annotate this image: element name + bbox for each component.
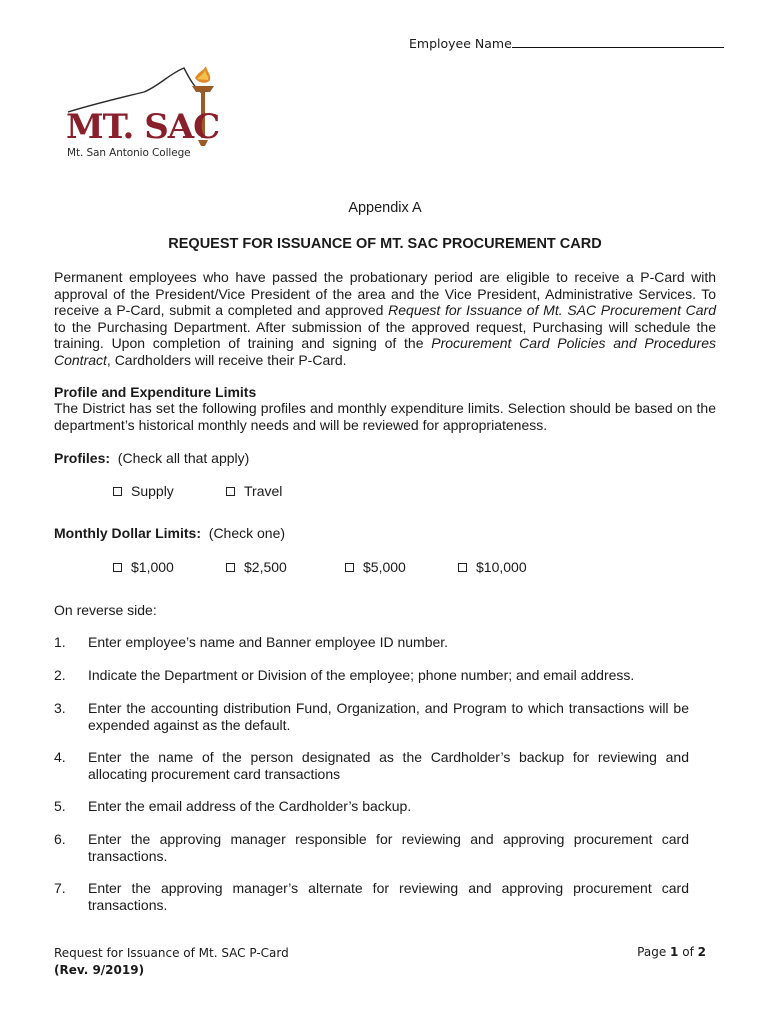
reverse-side-label: On reverse side: [54, 602, 157, 618]
mt-sac-logo-icon [64, 60, 234, 150]
employee-name-label: Employee Name [409, 36, 512, 51]
employee-name-line[interactable] [512, 36, 724, 48]
profile-heading: Profile and Expenditure Limits [54, 384, 257, 400]
checkbox-limit-1000[interactable]: $1,000 [113, 559, 174, 575]
checkbox-icon[interactable] [113, 563, 122, 572]
limits-label: Monthly Dollar Limits: (Check one) [54, 525, 286, 541]
checkbox-supply[interactable]: Supply [113, 483, 174, 499]
checkbox-limit-5000[interactable]: $5,000 [345, 559, 406, 575]
checkbox-travel[interactable]: Travel [226, 483, 282, 499]
checkbox-icon[interactable] [345, 563, 354, 572]
footer-page-number: Page 1 of 2 [637, 945, 706, 959]
checkbox-limit-2500[interactable]: $2,500 [226, 559, 287, 575]
intro-paragraph: Permanent employees who have passed the probationary period are eligible to receive a P-Card with approval of the President/Vice President of the area and the Vice President, Administrative Services. To receive a P-Card, submit a completed and approved Request for Issuance of Mt. SAC Procurement Card to the Purchasing Department. After submission of the approved request, Purchasing will schedule the training. Upon completion of training and signing of the Procurement Card Policies and Procedures Contract, Cardholders will receive their P-Card. [54, 269, 717, 368]
footer-document-name: Request for Issuance of Mt. SAC P-Card [54, 946, 289, 960]
checkbox-icon[interactable] [226, 563, 235, 572]
employee-name-field[interactable] [409, 36, 724, 51]
appendix-label: Appendix A [348, 200, 422, 216]
mt-sac-logo [64, 60, 234, 168]
profiles-label: Profiles: (Check all that apply) [54, 450, 250, 466]
checkbox-icon[interactable] [458, 563, 467, 572]
footer-revision: (Rev. 9/2019) [54, 963, 145, 977]
logo-college-name: Mt. San Antonio College [67, 147, 191, 159]
logo-wordmark: MT. SAC [66, 107, 220, 147]
profile-text: The District has set the following profiles and monthly expenditure limits. Selection should be based on the department’s historical monthly needs and will be reviewed for appropriateness. [54, 400, 716, 433]
footer-document-info [54, 945, 289, 979]
document-title: REQUEST FOR ISSUANCE OF MT. SAC PROCUREMENT CARD [168, 236, 602, 252]
checkbox-limit-10000[interactable]: $10,000 [458, 559, 527, 575]
checkbox-icon[interactable] [113, 487, 122, 496]
checkbox-icon[interactable] [226, 487, 235, 496]
